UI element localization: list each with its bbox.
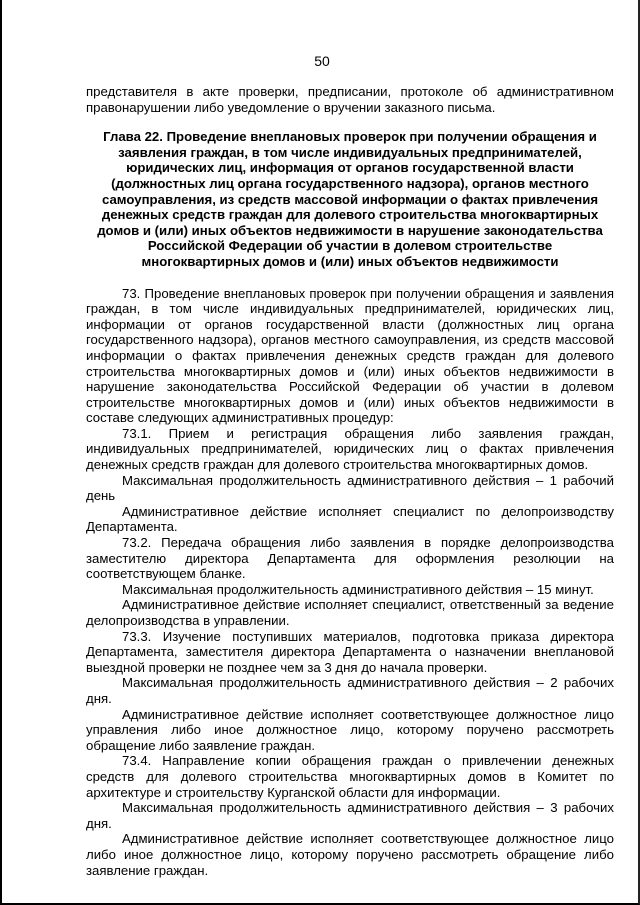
paragraph-73-2: 73.2. Передача обращения либо заявления в порядке делопроизводства заместителю директора Департамента для оформления резолюции на соответствующем бланке. (86, 535, 614, 582)
page-number: 50 (314, 53, 330, 69)
intro-paragraph: представителя в акте проверки, предписании, протоколе об административном правонарушении либо уведомление о вручении заказного письма. (86, 84, 614, 115)
paragraph-executor: Административное действие исполняет специалист, ответственный за ведение делопроизводства в управлении. (86, 597, 614, 628)
paragraph-executor: Административное действие исполняет специалист по делопроизводству Департамента. (86, 503, 614, 535)
paragraph-duration: Максимальная продолжительность административного действия – 3 рабочих дня. (86, 800, 614, 831)
paragraph-duration: Максимальная продолжительность административного действия – 15 минут. (122, 581, 594, 597)
paragraph-73-3: 73.3. Изучение поступивших материалов, подготовка приказа директора Департамента, заместителя директора Департамента о назначении внеплановой выездной проверки не позднее чем за 3 дня до начала проверки. (86, 628, 614, 675)
paragraph-73-1: 73.1. Прием и регистрация обращения либо заявления граждан, индивидуальных предпринимателей, юридических лиц о фактах привлечения денежных средств граждан для долевого строительства многоквартирных домов. (86, 425, 614, 473)
paragraph-73: 73. Проведение внеплановых проверок при получении обращения и заявления граждан, в том числе индивидуальных предпринимателей, юридических лиц, информации от органов государственной власти (должностных лиц органа государственного надзора), органов местного самоуправления, из средств массовой информации о фактах привлечения денежных средств граждан для долевого строительства многоквартирных домов и (или) иных объектов недвижимости в нарушение законодательства Российской Федерации об участии в долевом строительстве многоквартирных домов и (или) иных объектов недвижимости в составе следующих административных процедур: (86, 285, 614, 426)
paragraph-executor: Административное действие исполняет соответствующее должностное лицо управления либо иное должностное лицо, которому поручено рассмотреть обращение либо заявление граждан. (86, 706, 614, 753)
paragraph-73-4: 73.4. Направление копии обращения граждан о привлечении денежных средств для долевого строительства многоквартирных домов в Комитет по архитектуре и строительству Курганской области для информации. (86, 753, 614, 800)
paragraph-duration: Максимальная продолжительность административного действия – 2 рабочих дня. (86, 675, 614, 706)
paragraph-duration: Максимальная продолжительность административного действия – 1 рабочий день (86, 472, 614, 504)
paragraph-executor: Административное действие исполняет соответствующее должностное лицо либо иное должностное лицо, которому поручено рассмотреть обращение либо заявление граждан. (86, 831, 614, 878)
chapter-title: Глава 22. Проведение внеплановых проверок при получении обращения и заявления граждан, в том числе индивидуальных предпринимателей, юридических лиц, информация от органов государственной власти (должностных лиц органа государственного надзора), органов местного самоуправления, из средств массовой информации о фактах привлечения денежных средств граждан для долевого строительства многоквартирных домов и (или) иных объектов недвижимости в нарушение законодательства Российской Федерации об участии в долевом строительстве многоквартирных домов и (или) иных объектов недвижимости (97, 129, 603, 269)
document-body (86, 84, 614, 878)
